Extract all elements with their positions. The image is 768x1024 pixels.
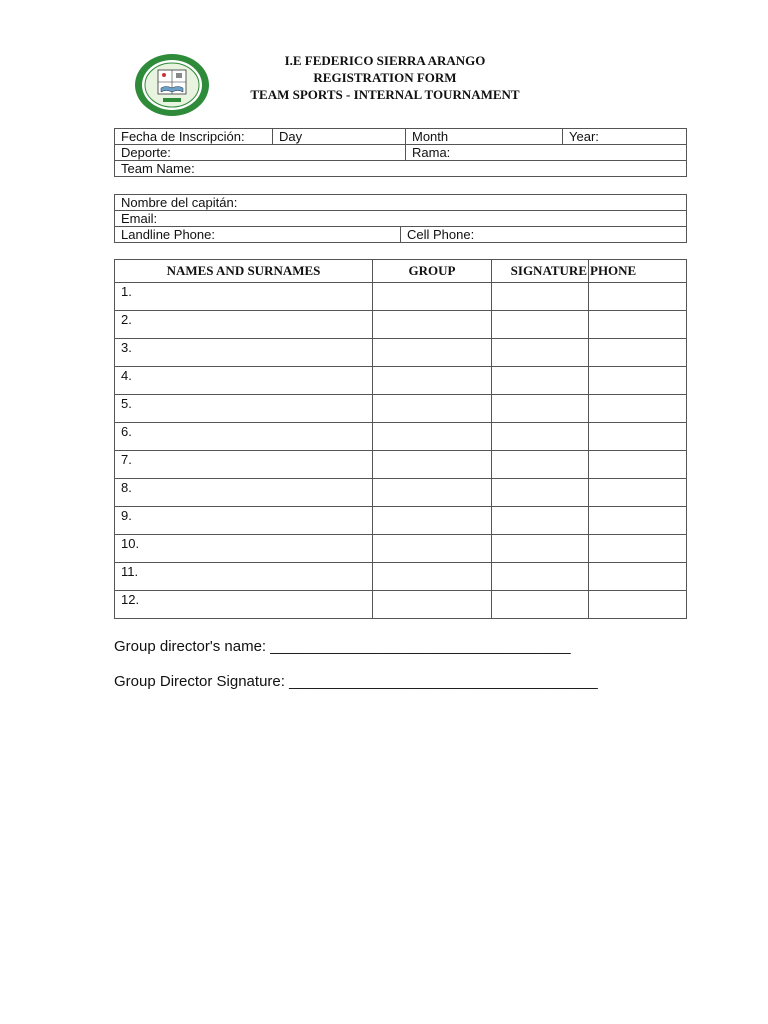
- header-names: NAMES AND SURNAMES: [115, 260, 373, 283]
- player-row: [115, 367, 687, 395]
- group-director-signature-line[interactable]: Group Director Signature: _____________________________________: [114, 673, 598, 690]
- player-row: [115, 451, 687, 479]
- registration-table: [114, 128, 687, 177]
- player-phone-cell[interactable]: [589, 339, 687, 367]
- player-phone-cell[interactable]: [589, 283, 687, 311]
- sport-field[interactable]: Deporte:: [115, 145, 406, 161]
- player-group-cell[interactable]: [373, 339, 492, 367]
- header-phone: PHONE: [589, 260, 687, 283]
- player-row: [115, 563, 687, 591]
- team-name-field[interactable]: Team Name:: [115, 161, 687, 177]
- year-field[interactable]: Year:: [563, 129, 687, 145]
- school-name: I.E FEDERICO SIERRA ARANGO: [284, 53, 486, 68]
- player-signature-cell[interactable]: [492, 283, 589, 311]
- player-phone-cell[interactable]: [589, 395, 687, 423]
- player-signature-cell[interactable]: [492, 339, 589, 367]
- player-signature-cell[interactable]: [492, 311, 589, 339]
- player-group-cell[interactable]: [373, 563, 492, 591]
- form-subtitle: TEAM SPORTS - INTERNAL TOURNAMENT: [250, 87, 520, 102]
- player-group-cell[interactable]: [373, 311, 492, 339]
- player-name-cell[interactable]: 5.: [115, 395, 373, 423]
- player-name-cell[interactable]: 12.: [115, 591, 373, 619]
- player-signature-cell[interactable]: [492, 423, 589, 451]
- player-name-cell[interactable]: 4.: [115, 367, 373, 395]
- player-row: [115, 507, 687, 535]
- form-header: [230, 52, 540, 103]
- player-group-cell[interactable]: [373, 451, 492, 479]
- player-phone-cell[interactable]: [589, 591, 687, 619]
- date-label: Fecha de Inscripción:: [115, 129, 273, 145]
- player-phone-cell[interactable]: [589, 563, 687, 591]
- day-field[interactable]: Day: [273, 129, 406, 145]
- player-row: [115, 423, 687, 451]
- player-signature-cell[interactable]: [492, 367, 589, 395]
- player-group-cell[interactable]: [373, 423, 492, 451]
- player-group-cell[interactable]: [373, 591, 492, 619]
- player-group-cell[interactable]: [373, 367, 492, 395]
- player-signature-cell[interactable]: [492, 451, 589, 479]
- captain-name-field[interactable]: Nombre del capitán:: [115, 195, 687, 211]
- player-name-cell[interactable]: 2.: [115, 311, 373, 339]
- player-name-cell[interactable]: 6.: [115, 423, 373, 451]
- player-phone-cell[interactable]: [589, 479, 687, 507]
- player-phone-cell[interactable]: [589, 507, 687, 535]
- player-name-cell[interactable]: 3.: [115, 339, 373, 367]
- player-row: [115, 395, 687, 423]
- player-phone-cell[interactable]: [589, 423, 687, 451]
- player-row: [115, 535, 687, 563]
- landline-phone-field[interactable]: Landline Phone:: [115, 227, 401, 243]
- player-signature-cell[interactable]: [492, 563, 589, 591]
- player-row: [115, 311, 687, 339]
- player-phone-cell[interactable]: [589, 367, 687, 395]
- player-row: [115, 591, 687, 619]
- player-name-cell[interactable]: 9.: [115, 507, 373, 535]
- school-logo: [133, 52, 211, 118]
- header-signature: SIGNATURE: [492, 260, 589, 283]
- captain-table: [114, 194, 687, 243]
- player-row: [115, 479, 687, 507]
- player-phone-cell[interactable]: [589, 535, 687, 563]
- player-row: [115, 339, 687, 367]
- player-signature-cell[interactable]: [492, 591, 589, 619]
- player-signature-cell[interactable]: [492, 479, 589, 507]
- player-group-cell[interactable]: [373, 479, 492, 507]
- player-name-cell[interactable]: 8.: [115, 479, 373, 507]
- player-name-cell[interactable]: 11.: [115, 563, 373, 591]
- email-field[interactable]: Email:: [115, 211, 687, 227]
- player-name-cell[interactable]: 1.: [115, 283, 373, 311]
- player-group-cell[interactable]: [373, 507, 492, 535]
- branch-field[interactable]: Rama:: [406, 145, 687, 161]
- player-row: [115, 283, 687, 311]
- players-table: [114, 259, 687, 619]
- player-signature-cell[interactable]: [492, 507, 589, 535]
- player-name-cell[interactable]: 10.: [115, 535, 373, 563]
- player-group-cell[interactable]: [373, 283, 492, 311]
- header-group: GROUP: [373, 260, 492, 283]
- player-name-cell[interactable]: 7.: [115, 451, 373, 479]
- player-group-cell[interactable]: [373, 535, 492, 563]
- group-director-name-line[interactable]: Group director's name: ____________________________________: [114, 638, 571, 655]
- player-phone-cell[interactable]: [589, 451, 687, 479]
- cell-phone-field[interactable]: Cell Phone:: [401, 227, 687, 243]
- form-title: REGISTRATION FORM: [313, 70, 457, 85]
- player-signature-cell[interactable]: [492, 395, 589, 423]
- player-signature-cell[interactable]: [492, 535, 589, 563]
- player-phone-cell[interactable]: [589, 311, 687, 339]
- month-field[interactable]: Month: [406, 129, 563, 145]
- player-group-cell[interactable]: [373, 395, 492, 423]
